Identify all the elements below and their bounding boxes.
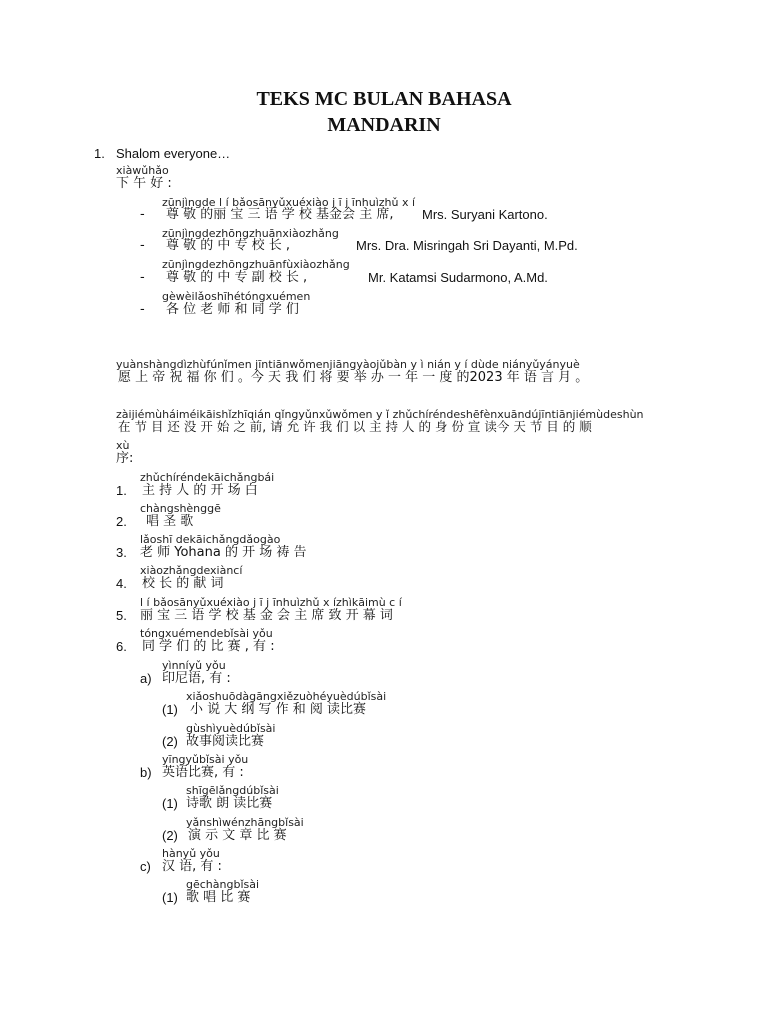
honorific-name: Mr. Katamsi Sudarmono, A.Md. [368, 270, 548, 285]
program-number: 3. [116, 545, 127, 560]
paragraph-pinyin: xù [116, 439, 130, 452]
competition-category: 汉 语, 有 : [162, 859, 222, 874]
honorific-chinese: 尊 敬 的丽 宝 三 语 学 校 基金会 主 席, [166, 207, 394, 222]
competition-sub-pinyin: gēchàngbǐsài [186, 878, 260, 891]
program-item: 同 学 们 的 比 赛 , 有 : [142, 639, 275, 654]
honorific-bullet: - [140, 270, 145, 285]
competition-category: 英语比赛, 有 : [162, 765, 244, 780]
competition-sub-pinyin: shīgēlǎngdúbǐsài [186, 784, 279, 797]
competition-sub-number: (1) [162, 890, 178, 905]
program-item: 唱 圣 歌 [146, 514, 194, 529]
paragraph-pinyin: zàijiémùháiméikāishǐzhīqián qǐngyǔnxǔwǒmen y ǐ zhǔchíréndeshēfènxuāndújīntiānjiémùdeshùn [116, 408, 644, 421]
honorific-name: Mrs. Suryani Kartono. [422, 207, 548, 222]
program-pinyin: l í bǎosānyǔxuéxiào j ī j īnhuìzhǔ x ízhìkāimù c í [140, 596, 402, 609]
program-item: 丽 宝 三 语 学 校 基 金 会 主 席 致 开 幕 词 [140, 608, 393, 623]
program-item: 主 持 人 的 开 场 白 [142, 483, 258, 498]
competition-letter: c) [140, 859, 151, 874]
honorific-pinyin: gèwèilǎoshīhétóngxuémen [162, 290, 311, 303]
paragraph-chinese: 序: [116, 451, 134, 466]
program-pinyin: zhǔchíréndekāichǎngbái [140, 471, 275, 484]
honorific-pinyin: zūnjìngdezhōngzhuānfùxiàozhǎng [162, 258, 350, 271]
program-pinyin: tóngxuémendebǐsài yǒu [140, 627, 273, 640]
program-number: 5. [116, 608, 127, 623]
competition-sub-number: (2) [162, 828, 178, 843]
honorific-name: Mrs. Dra. Misringah Sri Dayanti, M.Pd. [356, 238, 578, 253]
competition-pinyin: yìnníyǔ yǒu [162, 659, 226, 672]
competition-sub-item: 小 说 大 纲 写 作 和 阅 读比赛 [190, 702, 367, 717]
paragraph-chinese: 愿 上 帝 祝 福 你 们 。今 天 我 们 将 要 举 办 一 年 一 度 的2023 年 语 言 月 。 [118, 370, 589, 385]
honorific-pinyin: zūnjìngdezhōngzhuānxiàozhǎng [162, 227, 339, 240]
honorific-bullet: - [140, 238, 145, 253]
competition-sub-pinyin: gùshìyuèdúbǐsài [186, 722, 276, 735]
document-title-line-2: MANDARIN [327, 114, 441, 136]
section-number: 1. [94, 146, 105, 161]
competition-pinyin: hànyǔ yǒu [162, 847, 220, 860]
competition-sub-number: (1) [162, 702, 178, 717]
greeting-text: Shalom everyone… [116, 146, 231, 161]
greeting-chinese: 下 午 好 : [116, 176, 172, 191]
paragraph-pinyin: yuànshàngdìzhùfúnǐmen jīntiānwǒmenjiāngyàojǔbàn y ì nián y í dùde niányǔyányuè [116, 358, 580, 371]
competition-letter: a) [140, 671, 152, 686]
competition-category: 印尼语, 有 : [162, 671, 231, 686]
competition-sub-pinyin: yǎnshìwénzhāngbǐsài [186, 816, 304, 829]
competition-sub-item: 歌 唱 比 赛 [186, 890, 251, 905]
program-number: 1. [116, 483, 127, 498]
program-item: 老 师 Yohana 的 开 场 祷 告 [140, 545, 307, 560]
program-number: 2. [116, 514, 127, 529]
competition-sub-item: 故事阅读比赛 [186, 734, 265, 749]
program-pinyin: lǎoshī dekāichǎngdǎogào [140, 533, 281, 546]
competition-sub-pinyin: xiǎoshuōdàgāngxiězuòhéyuèdúbǐsài [186, 690, 387, 703]
competition-sub-item: 诗歌 朗 读比赛 [186, 796, 273, 811]
paragraph-chinese: 在 节 目 还 没 开 始 之 前, 请 允 许 我 们 以 主 持 人 的 身 份 宣 读今 天 节 目 的 顺 [118, 419, 592, 434]
honorific-chinese: 尊 敬 的 中 专 校 长 , [166, 238, 291, 253]
honorific-bullet: - [140, 302, 145, 317]
competition-pinyin: yīngyǔbǐsài yǒu [162, 753, 249, 766]
honorific-chinese: 尊 敬 的 中 专 副 校 长 , [166, 270, 308, 285]
program-pinyin: xiàozhǎngdexiàncí [140, 564, 243, 577]
document-title-line-1: TEKS MC BULAN BAHASA [256, 88, 512, 110]
program-item: 校 长 的 献 词 [142, 576, 224, 591]
greeting-pinyin: xiàwǔhǎo [116, 164, 169, 177]
honorific-pinyin: zūnjìngde l í bǎosānyǔxuéxiào j ī j īnhuìzhǔ x í [162, 196, 416, 209]
honorific-chinese: 各 位 老 师 和 同 学 们 [166, 302, 299, 317]
program-number: 6. [116, 639, 127, 654]
competition-letter: b) [140, 765, 152, 780]
competition-sub-number: (1) [162, 796, 178, 811]
program-pinyin: chàngshènggē [140, 502, 221, 515]
honorific-bullet: - [140, 207, 145, 222]
competition-sub-number: (2) [162, 734, 178, 749]
competition-sub-item: 演 示 文 章 比 赛 [188, 828, 287, 843]
program-number: 4. [116, 576, 127, 591]
